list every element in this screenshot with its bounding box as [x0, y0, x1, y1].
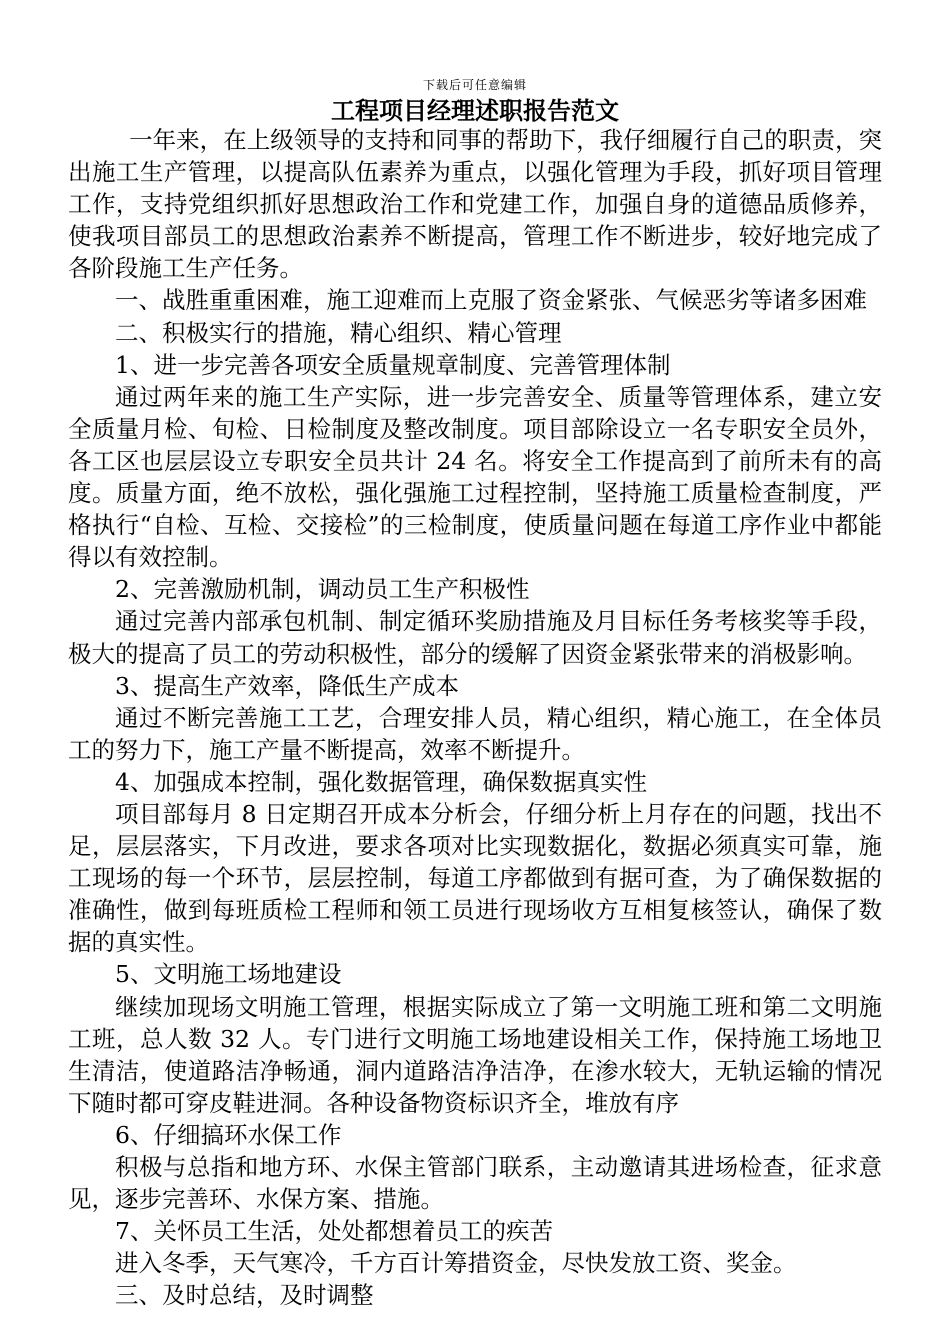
section-heading-2: 二、积极实行的措施，精心组织、精心管理: [115, 318, 562, 347]
section-heading-3: 三、及时总结，及时调整: [115, 1281, 374, 1310]
paragraph: 继续加现场文明施工管理，根据实际成立了第一文明施工班和第二文明施工班，总人数 32 人。专门进行文明施工场地建设相关工作，保持施工场地卫生清洁，使道路洁净畅通，洞内道路洁净洁净，在渗水较大，无轨运输的情况下随时都可穿皮鞋进洞。各种设备物资标识齐全，堆放有序: [68, 992, 882, 1117]
subheading-1: 1、进一步完善各项安全质量规章制度、完善管理体制: [115, 350, 671, 379]
document-body: [68, 124, 882, 1311]
subheading-5: 5、文明施工场地建设: [115, 960, 342, 989]
document-title: 工程项目经理述职报告范文: [331, 96, 619, 125]
subheading-3: 3、提高生产效率，降低生产成本: [115, 671, 459, 700]
header-note: 下载后可任意编辑: [422, 78, 527, 92]
paragraph: 通过完善内部承包机制、制定循环奖励措施及月目标任务考核奖等手段，极大的提高了员工的劳动积极性，部分的缓解了因资金紧张带来的消极影响。: [68, 607, 882, 668]
section-heading-1: 一、战胜重重困难，施工迎难而上克服了资金紧张、气候恶劣等诸多困难: [115, 286, 867, 315]
subheading-7: 7、关怀员工生活，处处都想着员工的疾苦: [115, 1217, 553, 1246]
subheading-6: 6、仔细搞环水保工作: [115, 1120, 342, 1149]
paragraph-intro: 一年来，在上级领导的支持和同事的帮助下，我仔细履行自己的职责，突出施工生产管理，以提高队伍素养为重点，以强化管理为手段，抓好项目管理工作，支持党组织抓好思想政治工作和党建工作，加强自身的道德品质修养，使我项目部员工的思想政治素养不断提高，管理工作不断进步，较好地完成了各阶段施工生产任务。: [68, 126, 882, 283]
subheading-4: 4、加强成本控制，强化数据管理，确保数据真实性: [115, 767, 647, 796]
paragraph: 通过两年来的施工生产实际，进一步完善安全、质量等管理体系，建立安全质量月检、旬检、日检制度及整改制度。项目部除设立一名专职安全员外，各工区也层层设立专职安全员共计 24 名。将安全工作提高到了前所未有的高度。质量方面，绝不放松，强化强施工过程控制，坚持施工质量检查制度，严格执行“自检、互检、交接检”的三检制度，使质量问题在每道工序作业中都能得以有效控制。: [68, 382, 882, 572]
paragraph: 积极与总指和地方环、水保主管部门联系，主动邀请其进场检查，征求意见，逐步完善环、水保方案、措施。: [68, 1153, 882, 1214]
paragraph: 项目部每月 8 日定期召开成本分析会，仔细分析上月存在的问题，找出不足，层层落实，下月改进，要求各项对比实现数据化，数据必须真实可靠，施工现场的每一个环节，层层控制，每道工序都做到有据可查，为了确保数据的准确性，做到每班质检工程师和领工员进行现场收方互相复核签认，确保了数据的真实性。: [68, 799, 882, 957]
subheading-2: 2、完善激励机制，调动员工生产积极性: [115, 575, 530, 604]
paragraph: 通过不断完善施工工艺，合理安排人员，精心组织，精心施工，在全体员工的努力下，施工产量不断提高，效率不断提升。: [68, 703, 882, 764]
paragraph: 进入冬季，天气寒冷，千方百计筹措资金，尽快发放工资、奖金。: [115, 1249, 797, 1278]
